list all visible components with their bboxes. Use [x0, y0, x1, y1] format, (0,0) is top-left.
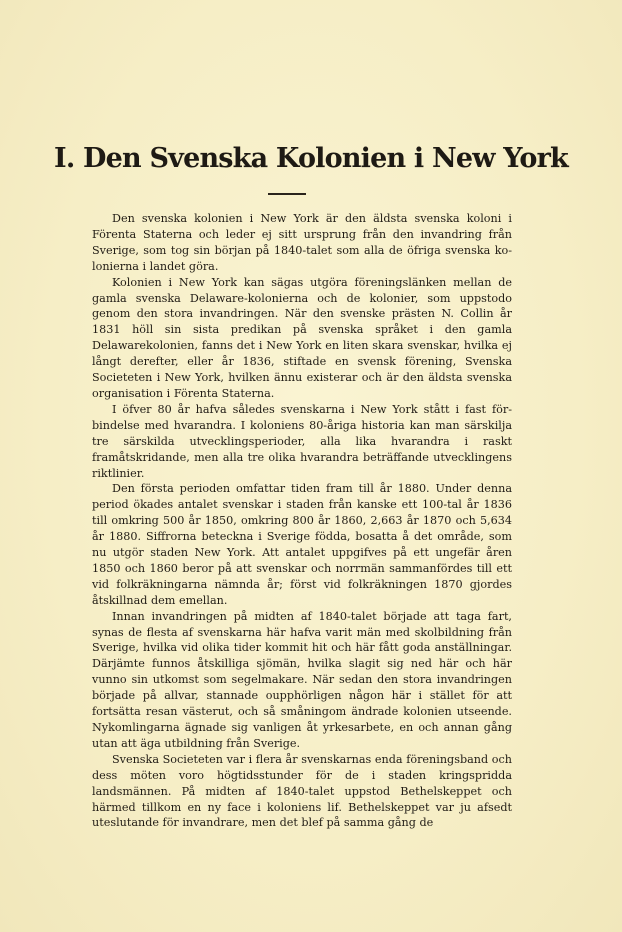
paragraph: Den första perioden omfattar tiden fram till år 1880. Under denna period ökades antalet svenskar i staden från kanske ett 100-tal år 1836 till omkring 500 år 1850, omkring 800 år 1860, 2,663 år 1870 och 5,634 år 1880. Siffrorna beteckna i Sverige födda, bosatta å det område, som nu utgör staden New York. Att antalet uppgifves på ett ungefär åren 1850 och 1860 beror på att svenskar och norrmän sammanfördes till ett vid folkräkningarna nämnda år; först vid folkräkningen 1870 gjordes åtskillnad dem emellan.	[92, 482, 512, 607]
paragraph: Kolonien i New York kan sägas utgöra föreningslänken mellan de gamla svenska Delaware-kolonierna och de kolonier, som uppstodo genom den stora invandringen. När den svenske prästen N. Collin år 1831 höll sin sista predikan på svenska språket i den gamla Delawarekolonien, fanns det i New York en liten skara svenskar, hvilka ej långt derefter, eller år 1836, stiftade en svensk förening, Svenska Societeten i New York, hvilken ännu existerar och är den äldsta svenska organisation i Förenta Staterna.	[92, 275, 512, 400]
paragraph: Svenska Societeten var i flera år svenskarnas enda föreningsband och dess möten voro högtidsstunder för de i staden kringspridda landsmännen. På midten af 1840-talet uppstod Bethelskeppet och härmed tillkom en ny face i koloniens lif. Bethelskeppet var ju afsedt uteslutande för invandrare, men det blef på samma gång de	[92, 752, 512, 830]
paragraph: Den svenska kolonien i New York är den äldsta svenska koloni i Förenta Staterna och leder ej sitt ursprung från den invandring från Sverige, som tog sin början på 1840-talet som alla de öfriga svenska kolonierna i landet göra.	[92, 212, 512, 273]
paragraph: Innan invandringen på midten af 1840-talet började att taga fart, synas de flesta af svenskarna här hafva varit män med skolbildning från Sverige, hvilka vid olika tider kommit hit och här fått goda anställningar. Därjämte funnos åtskilliga sjömän, hvilka slagit sig ned här och här vunno sin utkomst som segelmakare. När sedan den stora invandringen började på allvar, stannade oupphörligen någon här i stället för att fortsätta resan västerut, och så småningom ändrade kolonien utseende. Nykomlingarna ägnade sig vanligen åt yrkesarbete, en och annan gång utan att äga utbildning från Sverige.	[92, 609, 512, 750]
paragraph: I öfver 80 år hafva således svenskarna i New York stått i fast förbindelse med hvarandra. I koloniens 80-åriga historia kan man särskilja tre särskilda utvecklingsperioder, alla lika hvarandra i raskt framåtskridande, men alla tre olika hvarandra beträffande utvecklingens riktlinier.	[92, 402, 512, 480]
body-text	[92, 211, 512, 831]
title-divider	[268, 193, 306, 195]
chapter-title: I. Den Svenska Kolonien i New York	[54, 143, 568, 174]
